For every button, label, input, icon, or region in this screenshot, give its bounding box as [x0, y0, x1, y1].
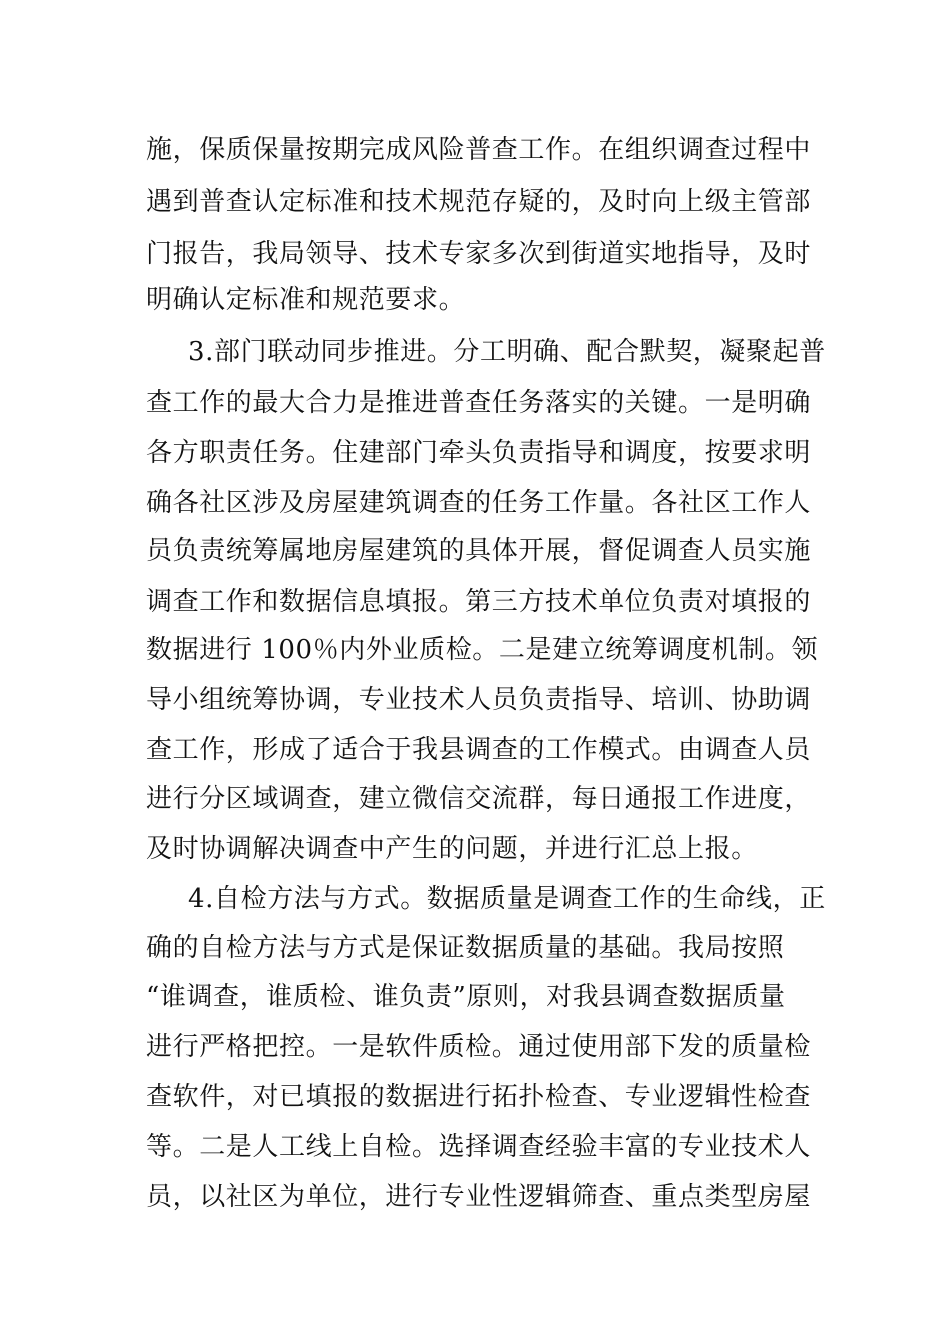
- text-line-12: 导小组统筹协调，专业技术人员负责指导、培训、协助调: [146, 685, 812, 715]
- text-line-18: “谁调查，谁质检、谁负责”原则，对我县调查数据质量: [146, 982, 786, 1012]
- text-line-7: 各方职责任务。住建部门牵头负责指导和调度，按要求明: [146, 438, 812, 468]
- text-line-11: 数据进行 100％内外业质检。二是建立统筹调度机制。领: [146, 635, 819, 665]
- section-3-heading-line: 3.部门联动同步推进。分工明确、配合默契，凝聚起普: [188, 337, 826, 367]
- text-line-22: 员，以社区为单位，进行专业性逻辑筛查、重点类型房屋: [146, 1182, 812, 1212]
- text-line-19: 进行严格把控。一是软件质检。通过使用部下发的质量检: [146, 1032, 812, 1062]
- section-4-heading-line: 4.自检方法与方式。数据质量是调查工作的生命线，正: [188, 884, 826, 914]
- text-line-21: 等。二是人工线上自检。选择调查经验丰富的专业技术人: [146, 1132, 812, 1162]
- text-line-1: 施，保质保量按期完成风险普查工作。在组织调查过程中: [146, 135, 812, 165]
- text-line-6: 查工作的最大合力是推进普查任务落实的关键。一是明确: [146, 388, 812, 418]
- text-line-3: 门报告，我局领导、技术专家多次到街道实地指导，及时: [146, 239, 812, 269]
- text-line-17: 确的自检方法与方式是保证数据质量的基础。我局按照: [146, 933, 785, 963]
- text-line-15: 及时协调解决调查中产生的问题，并进行汇总上报。: [146, 834, 758, 864]
- text-line-10: 调查工作和数据信息填报。第三方技术单位负责对填报的: [146, 587, 812, 617]
- text-line-20: 查软件，对已填报的数据进行拓扑检查、专业逻辑性检查: [146, 1082, 812, 1112]
- text-line-8: 确各社区涉及房屋建筑调查的任务工作量。各社区工作人: [146, 488, 812, 518]
- text-line-9: 员负责统筹属地房屋建筑的具体开展，督促调查人员实施: [146, 536, 812, 566]
- text-line-2: 遇到普查认定标准和技术规范存疑的，及时向上级主管部: [146, 187, 812, 217]
- text-line-14: 进行分区域调查，建立微信交流群，每日通报工作进度，: [146, 784, 812, 814]
- text-line-4: 明确认定标准和规范要求。: [146, 285, 466, 315]
- text-line-13: 查工作，形成了适合于我县调查的工作模式。由调查人员: [146, 735, 812, 765]
